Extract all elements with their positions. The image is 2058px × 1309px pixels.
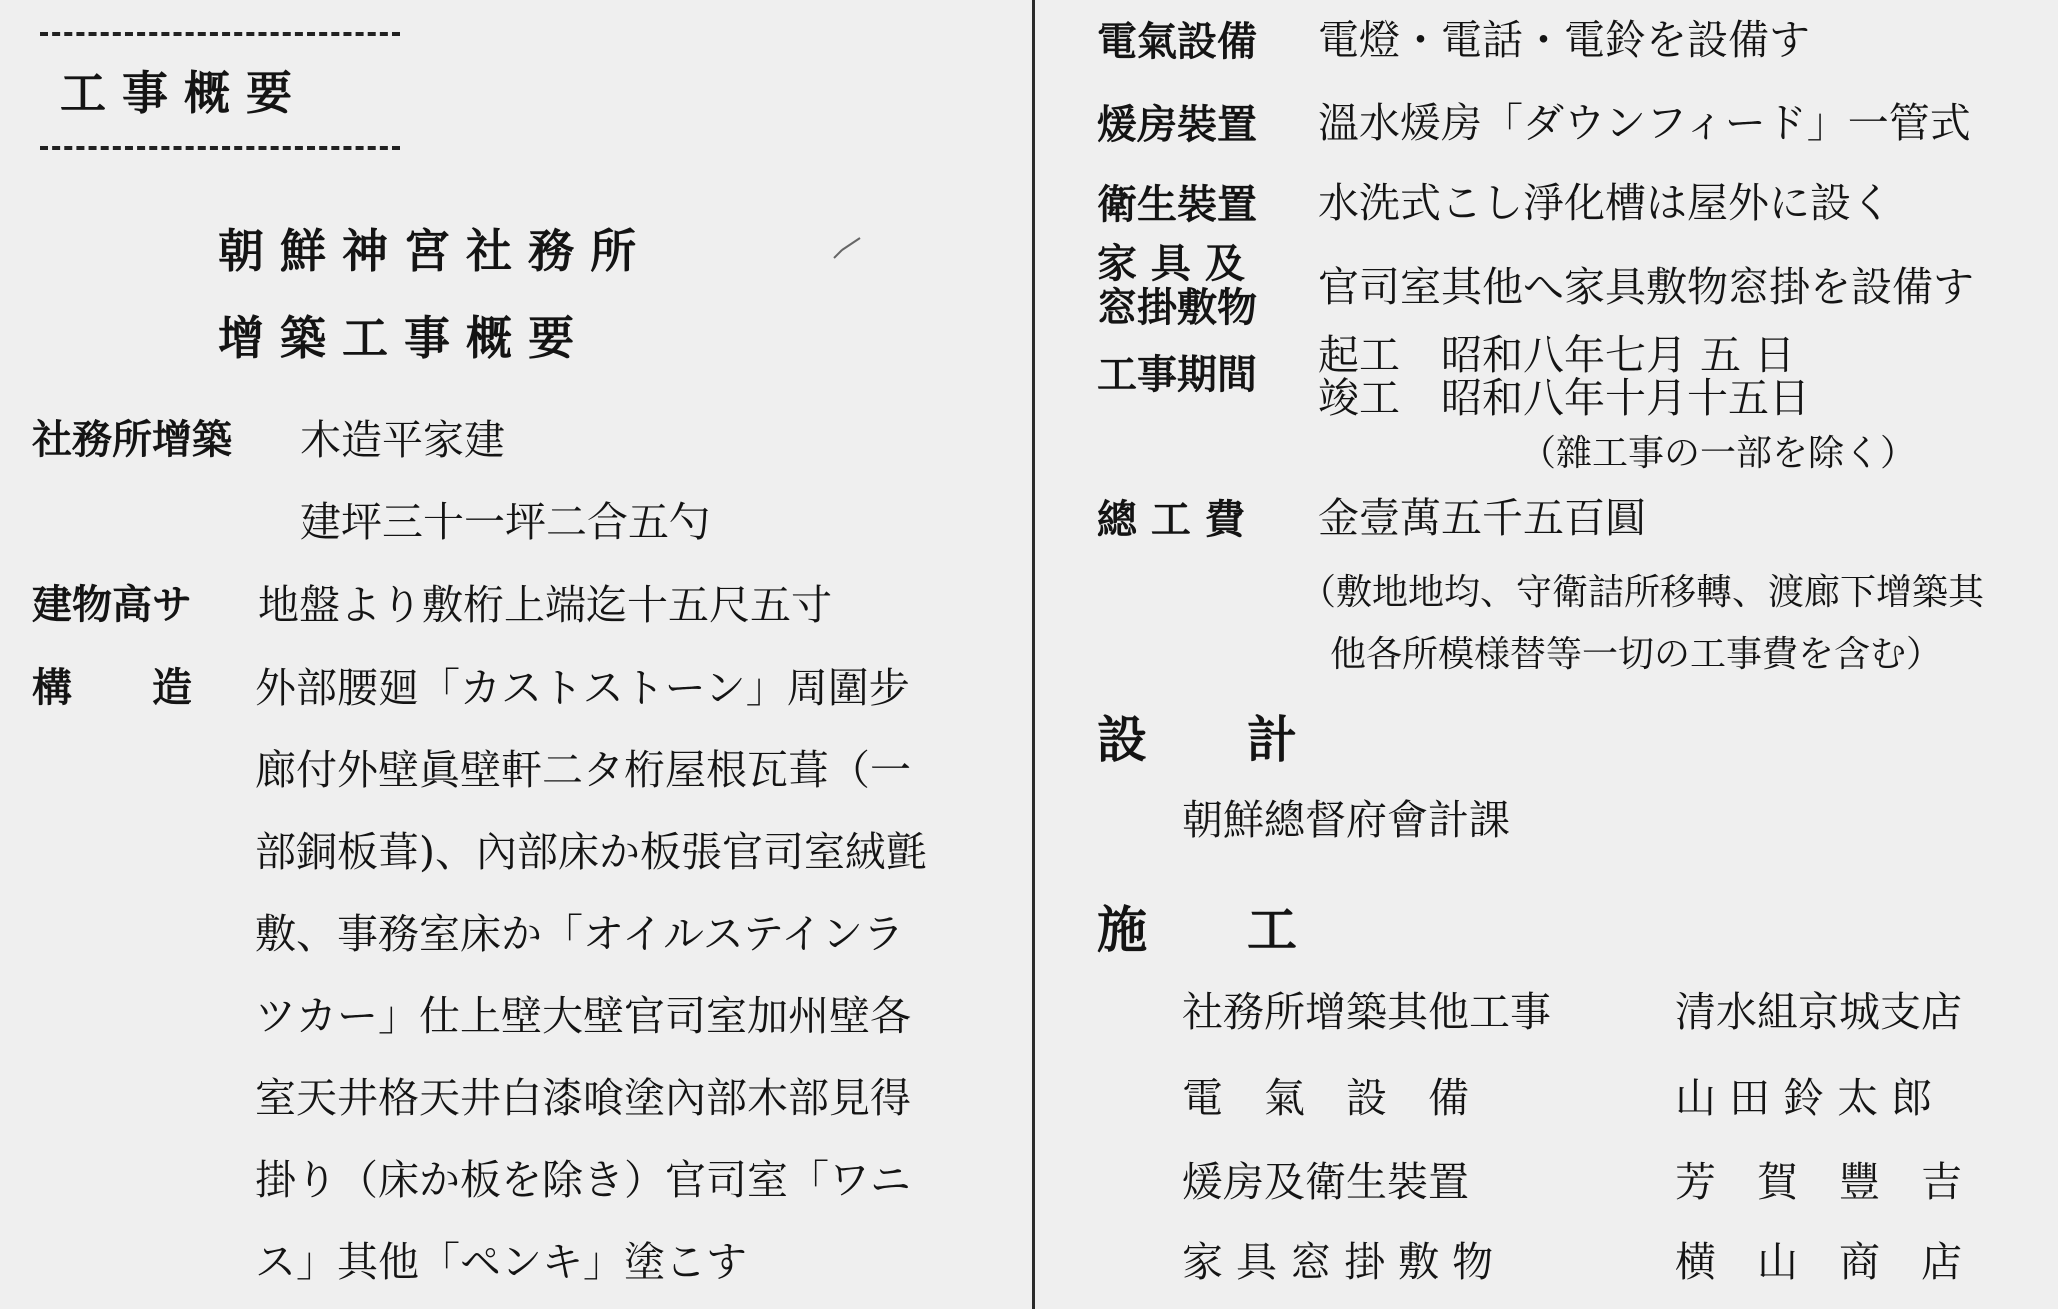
construction-work-4: 家 具 窓 掛 敷 物 (1182, 1238, 1494, 1286)
structure-line-3: 部銅板葺)、內部床か板張官司室絨氈 (255, 828, 927, 876)
structure-line-1: 外部腰廻「カストストーン」周圍步 (255, 664, 910, 712)
cost-note-line-2: 他各所模様替等一切の工事費を含む） (1330, 634, 1943, 675)
label-furniture-1: 家 具 及 (1097, 241, 1245, 287)
value-total-cost: 金壹萬五千五百圓 (1318, 494, 1646, 542)
period-start: 起工 昭和八年七月 五 日 (1318, 331, 1796, 379)
design-heading: 設 計 (1097, 711, 1297, 769)
label-furniture-2: 窓掛敷物 (1097, 285, 1257, 331)
value-sanitary: 水洗式こし淨化槽は屋外に設く (1318, 179, 1892, 227)
label-sanitary: 衛生裝置 (1097, 182, 1257, 228)
document-heading-line2: 增 築 工 事 概 要 (218, 311, 575, 365)
construction-heading: 施 工 (1097, 901, 1297, 959)
label-office-extension: 社務所增築 (32, 417, 232, 463)
label-heating: 煖房裝置 (1097, 102, 1257, 148)
period-completion: 竣工 昭和八年十月十五日 (1318, 374, 1810, 422)
structure-line-2: 廊付外壁眞壁軒二タ桁屋根瓦葺（一 (255, 746, 911, 794)
value-office-extension-2: 建坪三十一坪二合五勺 (300, 498, 710, 546)
label-construction-period: 工事期間 (1097, 352, 1257, 398)
period-note: （雜工事の一部を除く） (1520, 433, 1917, 474)
construction-work-2: 電 氣 設 備 (1182, 1074, 1469, 1122)
construction-contractor-2: 山 田 鈴 太 郎 (1675, 1074, 1933, 1122)
construction-contractor-1: 清水組京城支店 (1675, 988, 1962, 1036)
value-heating: 溫水煖房「ダウンフィード」一管式 (1318, 99, 1971, 147)
structure-line-5: ツカー」仕上壁大壁官司室加州壁各 (255, 992, 911, 1040)
construction-work-3: 煖房及衛生裝置 (1182, 1158, 1469, 1206)
structure-line-4: 敷、事務室床か「オイルステインラ (255, 910, 905, 958)
construction-work-1: 社務所增築其他工事 (1182, 988, 1551, 1036)
label-building-height: 建物高サ (32, 582, 192, 628)
column-divider (1032, 0, 1035, 1309)
construction-contractor-4: 横 山 商 店 (1675, 1238, 1962, 1286)
label-total-cost: 總 工 費 (1097, 497, 1245, 543)
value-electrical: 電燈・電話・電鈴を設備す (1318, 16, 1810, 64)
bottom-dashed-rule (40, 146, 400, 150)
section-title: 工 事 概 要 (60, 66, 293, 120)
value-building-height: 地盤より敷桁上端迄十五尺五寸 (258, 581, 832, 629)
pencil-check-mark (832, 236, 862, 266)
label-structure: 構 造 (32, 665, 192, 711)
label-electrical: 電氣設備 (1097, 19, 1257, 65)
structure-line-6: 室天井格天井白漆喰塗內部木部見得 (255, 1074, 911, 1122)
structure-line-7: 掛り（床か板を除き）官司室「ワニ (255, 1156, 911, 1204)
value-furniture: 官司室其他へ家具敷物窓掛を設備す (1318, 263, 1974, 311)
top-dashed-rule (40, 32, 400, 36)
construction-contractor-3: 芳 賀 豐 吉 (1675, 1158, 1962, 1206)
document-heading-line1: 朝 鮮 神 宮 社 務 所 (218, 224, 637, 278)
structure-line-8: ス」其他「ペンキ」塗こす (255, 1238, 747, 1286)
design-value: 朝鮮總督府會計課 (1182, 796, 1510, 844)
cost-note-line-1: （敷地地均、守衛詰所移轉、渡廊下增築其 (1300, 572, 1985, 613)
value-office-extension-1: 木造平家建 (300, 416, 505, 464)
